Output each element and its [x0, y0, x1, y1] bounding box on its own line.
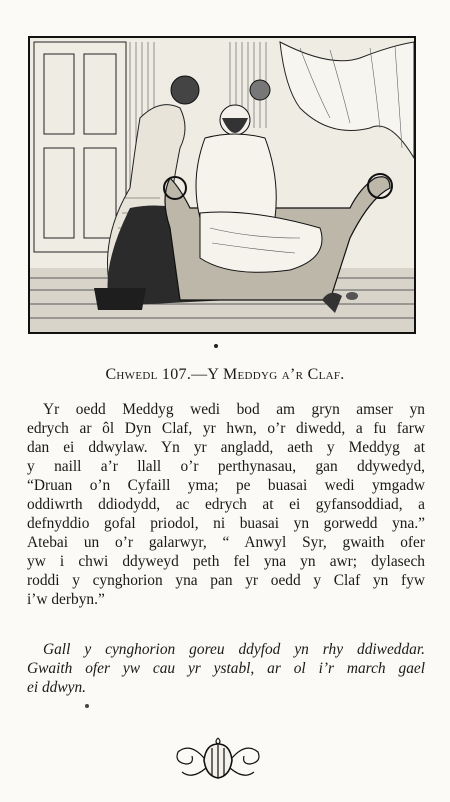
body-line: roddi y cynghorion yna pan yr oedd y Claf yn fyw — [27, 572, 425, 589]
fable-body — [27, 400, 425, 609]
body-line: Yr oedd Meddyg wedi bod am gryn amser yn — [43, 401, 425, 418]
fable-illustration — [28, 36, 416, 334]
body-line: y naill a’r llall o’r perthynasau, gan ddywedyd, — [27, 458, 425, 475]
engraving-image — [30, 38, 414, 332]
body-line: defnyddio gofal priodol, ni buasai yn gorwedd yna.” — [27, 515, 425, 532]
decorative-dot — [214, 344, 218, 348]
body-line: oddiwrth ddiodydd, ac edrych at ei gyfansoddiad, a — [27, 496, 425, 513]
moral-line: Gall y cynghorion goreu ddyfod yn rhy ddiweddar. — [43, 641, 425, 658]
fable-title: Chwedl 107.—Y Meddyg a’r Claf. — [105, 366, 345, 383]
decorative-dot — [85, 704, 89, 708]
moral-line: ei ddwyn. — [27, 679, 86, 696]
fable-moral — [27, 640, 425, 697]
body-line: dan ei ddwylaw. Yn yr angladd, aeth y Meddyg at — [27, 439, 425, 456]
body-line: i’w derbyn.” — [27, 591, 105, 608]
body-line: “Druan o’n Cyfaill yma; pe buasai wedi ymgadw — [27, 477, 425, 494]
body-line: yw i chwi ddyweyd peth fel yna yn awr; dylasech — [27, 553, 425, 570]
moral-line: Gwaith ofer yw cau yr ystabl, ar ol i’r march gael — [27, 660, 425, 677]
tailpiece-ornament-icon — [172, 736, 264, 784]
body-line: Atebai un o’r galarwyr, “ Anwyl Syr, gwaith ofer — [27, 534, 425, 551]
body-line: edrych ar ôl Dyn Claf, yr hwn, o’r diwedd, a fu farw — [27, 420, 425, 437]
